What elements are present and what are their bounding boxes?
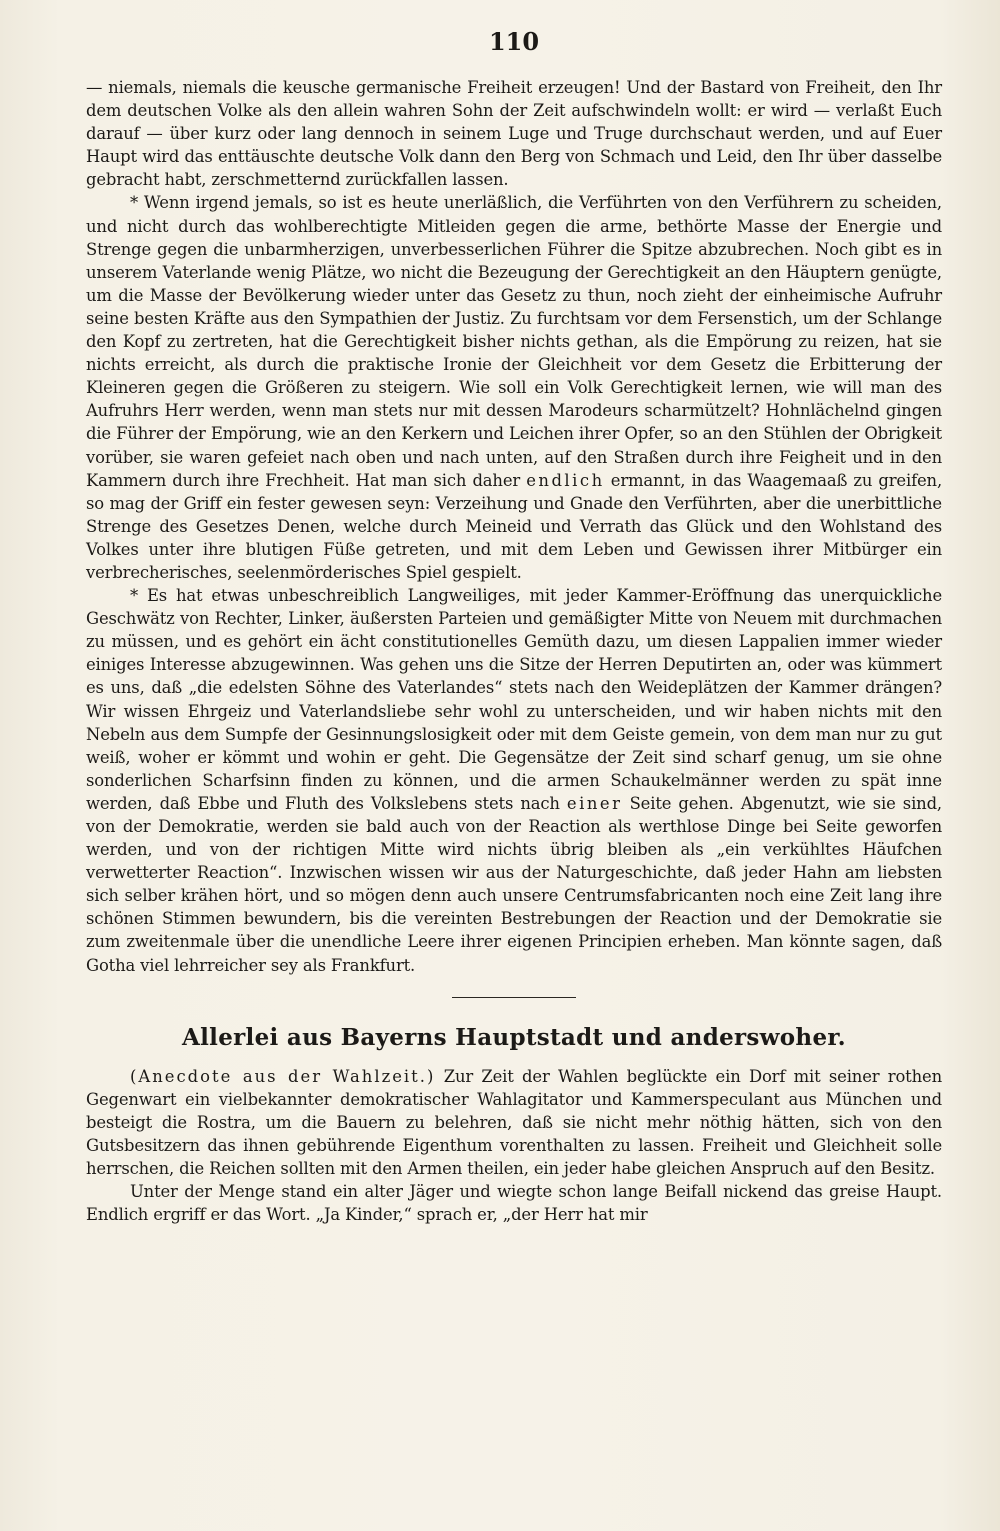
paragraph-3 bbox=[86, 584, 942, 977]
page-number: 110 bbox=[488, 27, 540, 56]
paragraph-2 bbox=[86, 191, 942, 584]
paragraph-1 bbox=[86, 76, 942, 191]
section-paragraph-2-text: Unter der Menge stand ein alter Jäger und wiegte schon lange Beifall nickend das greise Haupt. Endlich ergriff er das Wort. „Ja Kinder,“ sprach er, „der Herr hat mir bbox=[86, 1182, 942, 1225]
section-divider bbox=[86, 977, 942, 1023]
section-paragraph-1-text: Zur Zeit der Wahlen beglückte ein Dorf mit seiner rothen Gegenwart ein vielbekannter demokratischer Wahlagitator und Kammerspeculant aus München und besteigt die Rostra, um die Bauern zu belehren, daß sie nicht mehr nöthig hätten, sich von den Gutsbesitzern das ihnen gebührende Eigenthum vorenthalten zu lassen. Freiheit und Gleichheit solle herrschen, die Reichen sollten mit den Armen theilen, ein jeder habe gleichen Anspruch auf den Besitz. bbox=[86, 1066, 942, 1179]
paragraph-3-text-after: Seite gehen. Abgenutzt, wie sie sind, von der Demokratie, werden sie bald auch von der Reaction als werthlose Dinge bei Seite geworfen werden, und von der richtigen Mitte wird nichts übrig bleiben als „ein verkühltes Häufchen verwetterter Reaction“. Inzwischen wissen wir aus der Naturgeschichte, daß jeder Hahn am liebsten sich selber krähen hört, und so mögen denn auch unsere Centrumsfabricanten noch eine Zeit lang ihre schönen Stimmen bewundern, bis die vereinten Bestrebungen der Reaction und der Demokratie sie zum zweitenmale über die unendliche Leere ihrer eigenen Principien erheben. Man könnte sagen, daß Gotha viel lehrreicher sey als Frankfurt. bbox=[86, 793, 942, 975]
article-body bbox=[86, 76, 942, 977]
paragraph-3-emphasis: einer bbox=[566, 793, 623, 813]
paragraph-2-text: * Wenn irgend jemals, so ist es heute unerläßlich, die Verführten von den Verführern zu scheiden, und nicht durch das wohlberechtigte Mitleiden gegen die arme, bethörte Masse der Energie und Strenge gegen die unbarmherzigen, unverbesserlichen Führer die Spitze abzubrechen. Noch gibt es in unserem Vaterlande wenig Plätze, wo nicht die Bezeugung der Gerechtigkeit an den Häuptern genügte, um die Masse der Bevölkerung wieder unter das Gesetz zu thun, noch zieht der einheimische Aufruhr seine besten Kräfte aus den Sympathien der Justiz. Zu furchtsam vor dem Fersenstich, um der Schlange den Kopf zu zertreten, hat die Gerechtigkeit bisher nichts gethan, als die Empörung zu reizen, hat sie nichts erreicht, als durch die praktische Ironie der Gleichheit vor dem Gesetz die Erbitterung der Kleineren gegen die Größeren zu steigern. Wie soll ein Volk Gerechtigkeit lernen, wie will man des Aufruhrs Herr werden, wenn man stets nur mit dessen Marodeurs scharmützelt? Hohnlächelnd gingen die Führer der Empörung, wie an den Kerkern und Leichen ihrer Opfer, so an den Stühlen der Obrigkeit vorüber, sie waren gefeiet nach oben und nach unten, auf den Straßen durch ihre Feigheit und in den Kammern durch ihre Frechheit. Hat man sich daher bbox=[86, 193, 942, 490]
section-paragraph-2 bbox=[86, 1180, 942, 1226]
section-title: Allerlei aus Bayerns Hauptstadt und anderswoher. bbox=[181, 1023, 846, 1051]
paragraph-2-text-after: ermannt, in das Waagemaaß zu greifen, so mag der Griff ein fester gewesen seyn: Verzeihung und Gnade den Verführten, aber die unerbittliche Strenge des Gesetzes Denen, welche durch Meineid und Verrath das Glück und den Wohlstand des Volkes unter ihre blutigen Füße getreten, und mit dem Leben und Gewissen ihrer Mitbürger ein verbrecherisches, seelenmörderisches Spiel gespielt. bbox=[86, 470, 943, 582]
section-paragraph-1 bbox=[86, 1065, 942, 1180]
paragraph-3-text: * Es hat etwas unbeschreiblich Langweiliges, mit jeder Kammer-Eröffnung das unerquickliche Geschwätz von Rechter, Linker, äußersten Parteien und gemäßigter Mitte von Neuem mit durchmachen zu müssen, und es gehört ein ächt constitutionelles Gemüth dazu, um diesen Lappalien immer wieder einiges Interesse abzugewinnen. Was gehen uns die Sitze der Herren Deputirten an, oder was kümmert es uns, daß „die edelsten Söhne des Vaterlandes“ stets nach den Weideplätzen der Kammer drängen? Wir wissen Ehrgeiz und Vaterlandsliebe sehr wohl zu unterscheiden, und wir haben nichts mit den Nebeln aus dem Sumpfe der Gesinnungslosigkeit oder mit dem Geiste gemein, von dem man nur zu gut weiß, woher er kömmt und wohin er geht. Die Gegensätze der Zeit sind scharf genug, um sie ohne sonderlichen Scharfsinn finden zu können, und die armen Schaukelmänner werden zu spät inne werden, daß Ebbe und Fluth des Volkslebens stets nach bbox=[86, 586, 942, 813]
divider-rule bbox=[452, 997, 576, 998]
section-body bbox=[86, 1065, 942, 1227]
section-paragraph-1-lead: (Anecdote aus der Wahlzeit.) bbox=[130, 1066, 436, 1086]
paragraph-1-text: — niemals, niemals die keusche germanische Freiheit erzeugen! Und der Bastard von Freiheit, den Ihr dem deutschen Volke als den allein wahren Sohn der Zeit aufschwindeln wollt: er wird — verlaßt Euch darauf — über kurz oder lang dennoch in seinem Luge und Truge durchschaut werden, und auf Euer Haupt wird das enttäuschte deutsche Volk dann den Berg von Schmach und Leid, den Ihr über dasselbe gebracht habt, zerschmetternd zurückfallen lassen. bbox=[86, 78, 942, 190]
paragraph-2-emphasis: endlich bbox=[526, 470, 605, 490]
